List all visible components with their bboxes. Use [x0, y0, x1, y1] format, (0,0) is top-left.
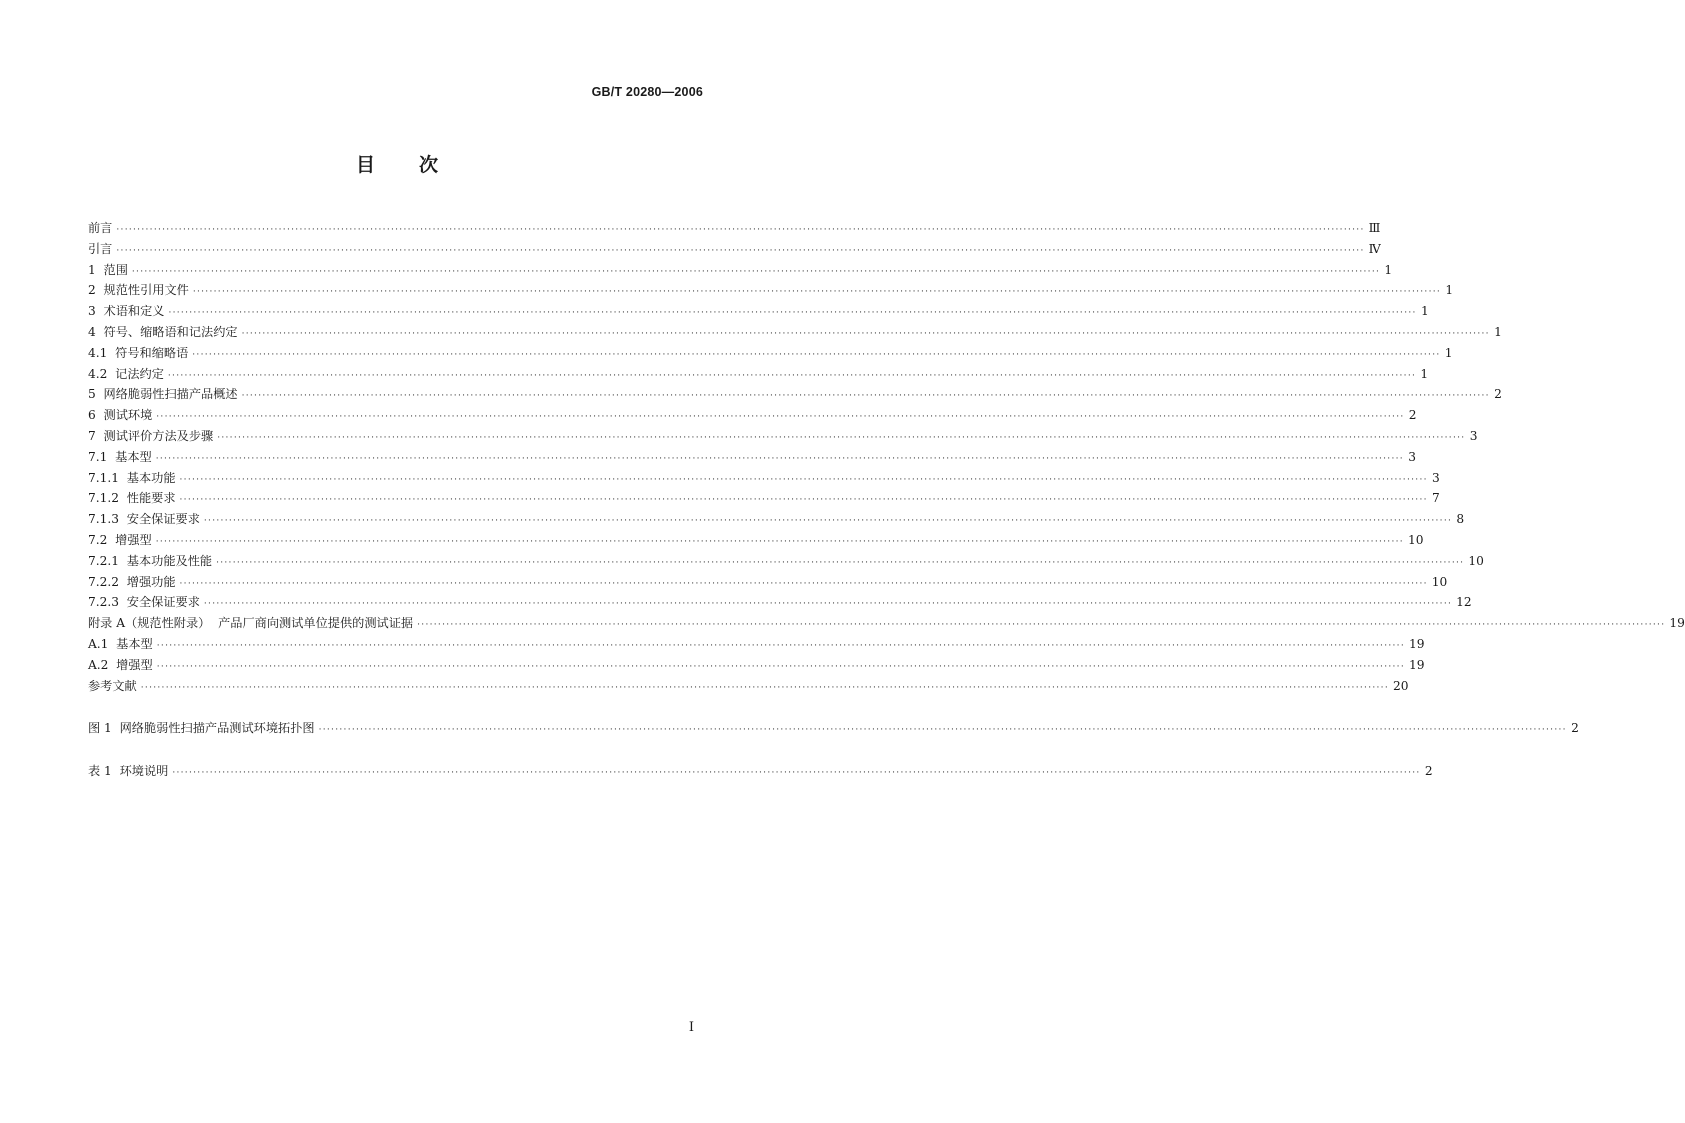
toc-entry-label: 4.2 记法约定	[88, 366, 164, 381]
toc-entry-label: 7.2.2 增强功能	[88, 574, 176, 589]
dot-leader: ············································································································································································································································································································	[179, 474, 1428, 485]
toc-entry-label: 7.2.1 基本功能及性能	[88, 553, 213, 568]
toc-entry[interactable]	[88, 613, 1685, 634]
dot-leader: ············································································································································································································································································································	[131, 266, 1381, 277]
toc-entry-page: Ⅲ	[1368, 221, 1381, 235]
toc-entry[interactable]	[88, 655, 1425, 676]
toc-entry-page: 3	[1469, 428, 1478, 443]
toc-entry-label: 5 网络脆弱性扫描产品概述	[88, 387, 238, 402]
toc-entry-page: Ⅳ	[1368, 241, 1381, 256]
toc-entry[interactable]	[88, 634, 1425, 655]
toc-entry-page: 1	[1494, 324, 1502, 339]
toc-entry-page: 3	[1408, 449, 1416, 464]
toc-entry[interactable]	[88, 676, 1409, 697]
toc-entry-label: 7.2.3 安全保证要求	[88, 595, 200, 610]
dot-leader: ············································································································································································································································································································	[155, 536, 1404, 547]
figure-entry-label: 图 1 网络脆弱性扫描产品测试环境拓扑图	[88, 721, 315, 736]
toc-entry-page: 19	[1669, 616, 1685, 631]
toc-entry[interactable]	[88, 468, 1440, 489]
dot-leader: ············································································································································································································································································································	[241, 391, 1490, 402]
footer-page-number: I	[688, 1020, 694, 1035]
dot-leader: ············································································································································································································································································································	[203, 599, 1453, 610]
table-entry[interactable]	[88, 761, 1433, 782]
toc-entry-page: 1	[1420, 304, 1429, 319]
toc-entry-page: 7	[1432, 491, 1440, 506]
toc-entry[interactable]	[88, 343, 1453, 364]
toc-entry-page: 3	[1432, 470, 1440, 485]
toc-entry-page: 1	[1445, 283, 1454, 298]
toc-entry[interactable]	[88, 260, 1393, 281]
dot-leader: ············································································································································································································································································································	[192, 349, 1441, 360]
toc-entry-label: 7.1 基本型	[88, 449, 152, 464]
toc-entry-label: 前言	[88, 221, 113, 235]
toc-entry[interactable]	[88, 384, 1502, 405]
section-spacer	[88, 696, 704, 718]
toc-entry-page: 1	[1384, 262, 1393, 277]
toc-entry[interactable]	[88, 530, 1424, 551]
toc-entry-label: 7 测试评价方法及步骤	[88, 428, 214, 443]
toc-entry[interactable]	[88, 592, 1472, 613]
toc-entry-page: 1	[1444, 345, 1453, 360]
toc-entry-label: A.1 基本型	[88, 636, 153, 651]
toc-entry[interactable]	[88, 572, 1448, 593]
figure-entry-page: 2	[1571, 721, 1579, 736]
toc-entry-label: 附录 A（规范性附录） 产品厂商向测试单位提供的测试证据	[88, 616, 414, 631]
toc-entry-page: 2	[1494, 387, 1502, 402]
toc-entry[interactable]	[88, 322, 1502, 343]
dot-leader: ············································································································································································································································································································	[155, 453, 1404, 464]
toc-entry[interactable]	[88, 551, 1484, 572]
toc-entry-label: 引言	[88, 241, 113, 256]
dot-leader: ············································································································································································································································································································	[318, 725, 1567, 736]
dot-leader: ············································································································································································································································································································	[156, 640, 1405, 651]
toc-entry-label: 7.2 增强型	[88, 532, 152, 547]
dot-leader: ············································································································································································································································································································	[217, 432, 1466, 443]
page-title	[0, 150, 794, 177]
toc-entry[interactable]	[88, 405, 1417, 426]
table-of-contents	[88, 218, 1685, 782]
table-entry-label: 表 1 环境说明	[88, 764, 169, 779]
dot-leader: ············································································································································································································································································································	[203, 516, 1453, 527]
toc-entry-page: 19	[1409, 636, 1425, 651]
toc-entry-label: 7.1.2 性能要求	[88, 491, 176, 506]
toc-entry-label: A.2 增强型	[88, 657, 153, 672]
toc-entry-page: 19	[1409, 657, 1425, 672]
toc-entry-page: 2	[1408, 408, 1417, 423]
dot-leader: ············································································································································································································································································································	[140, 682, 1389, 693]
toc-entry[interactable]	[88, 488, 1440, 509]
dot-leader: ············································································································································································································································································································	[116, 225, 1365, 235]
toc-entry[interactable]	[88, 426, 1478, 447]
dot-leader: ············································································································································································································································································································	[172, 768, 1421, 779]
toc-entry-page: 12	[1456, 595, 1472, 610]
toc-entry-page: 20	[1393, 678, 1409, 693]
toc-entry[interactable]	[88, 509, 1465, 530]
dot-leader: ············································································································································································································································································································	[179, 495, 1428, 506]
toc-entry-label: 1 范围	[88, 262, 128, 277]
toc-entry-label: 4.1 符号和缩略语	[88, 345, 189, 360]
toc-entry-label: 7.1.3 安全保证要求	[88, 512, 200, 527]
dot-leader: ············································································································································································································································································································	[241, 328, 1490, 339]
dot-leader: ············································································································································································································································································································	[168, 308, 1417, 319]
toc-entry-label: 2 规范性引用文件	[88, 283, 189, 298]
toc-entry-label: 4 符号、缩略语和记法约定	[88, 324, 238, 339]
dot-leader: ············································································································································································································································································································	[417, 620, 1666, 631]
table-entry-page: 2	[1424, 764, 1433, 779]
dot-leader: ············································································································································································································································································································	[216, 557, 1465, 568]
toc-entry-label: 6 测试环境	[88, 408, 153, 423]
section-spacer	[88, 739, 704, 761]
dot-leader: ············································································································································································································································································································	[156, 412, 1405, 423]
toc-entry[interactable]	[88, 301, 1429, 322]
toc-entry-page: 1	[1420, 366, 1429, 381]
toc-entry[interactable]	[88, 280, 1454, 301]
dot-leader: ············································································································································································································································································································	[192, 287, 1442, 298]
toc-entry[interactable]	[88, 239, 1381, 260]
title-char-1: 目	[355, 154, 375, 176]
toc-entry[interactable]	[88, 447, 1416, 468]
figure-entry[interactable]	[88, 718, 1579, 739]
title-char-2: 次	[419, 154, 439, 176]
toc-entry-page: 10	[1407, 532, 1424, 547]
toc-entry[interactable]	[88, 364, 1429, 385]
toc-entry-page: 10	[1468, 553, 1484, 568]
dot-leader: ············································································································································································································································································································	[167, 370, 1417, 381]
toc-entry-label: 7.1.1 基本功能	[88, 470, 176, 485]
toc-entry[interactable]	[88, 218, 1381, 239]
dot-leader: ············································································································································································································································································································	[116, 245, 1365, 256]
dot-leader: ············································································································································································································································································································	[156, 661, 1405, 672]
dot-leader: ············································································································································································································································································································	[179, 578, 1428, 589]
standard-number: GB/T 20280—2006	[591, 85, 703, 99]
toc-entry-label: 3 术语和定义	[88, 304, 165, 319]
toc-entry-label: 参考文献	[88, 678, 137, 693]
toc-entry-page: 8	[1456, 512, 1465, 527]
toc-entry-page: 10	[1431, 574, 1448, 589]
